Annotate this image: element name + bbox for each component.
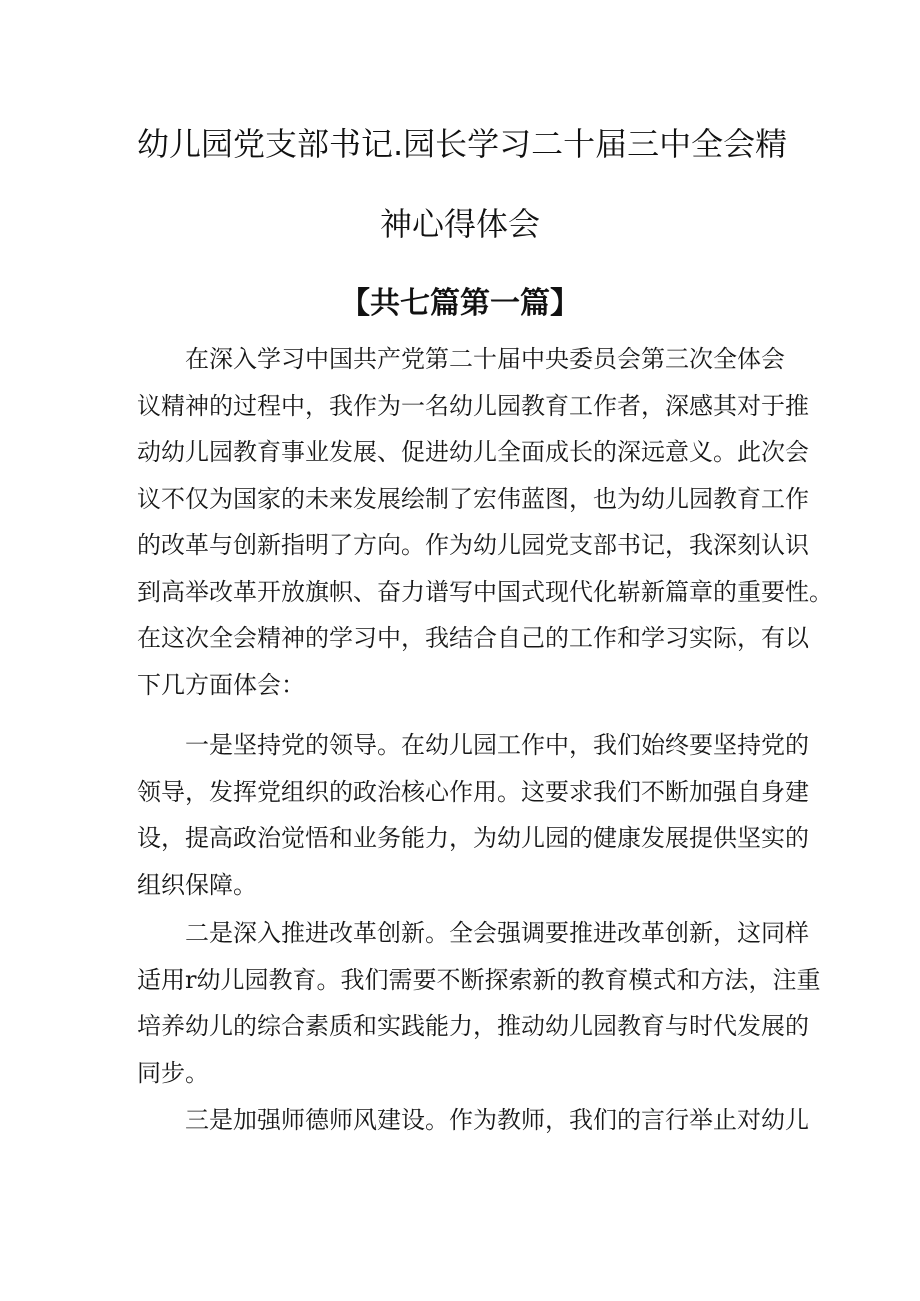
document-subtitle: 【共七篇第一篇】 [340,286,580,321]
text-line: 的改革与创新指明了方向。作为幼儿园党支部书记，我深刻认识 [137,531,809,559]
text-line: 在这次全会精神的学习中，我结合自己的工作和学习实际，有以 [137,624,809,652]
text-line: 设，提高政治觉悟和业务能力，为幼儿园的健康发展提供坚实的 [137,824,809,852]
text-line: 动幼儿园教育事业发展、促进幼儿全面成长的深远意义。此次会 [137,438,809,466]
text-line: 组织保障。 [137,870,257,899]
paragraph-point-2 [137,910,821,1096]
text-line: 二是深入推进改革创新。全会强调要推进改革创新，这同样 [137,919,809,947]
paragraph-intro [137,336,833,708]
paragraph-point-1 [137,722,809,908]
text-line: 议精神的过程中，我作为一名幼儿园教育工作者，深感其对于推 [137,391,809,420]
text-line: 到高举改革开放旗帜、奋力谱写中国式现代化崭新篇章的重要性。 [137,577,833,606]
text-line: 领导，发挥党组织的政治核心作用。这要求我们不断加强自身建 [137,777,809,806]
text-line: 三是加强师德师风建设。作为教师，我们的言行举止对幼儿 [137,1106,809,1134]
text-line: 培养幼儿的综合素质和实践能力，推动幼儿园教育与时代发展的 [137,1012,809,1040]
document-title-line-1: 幼儿园党支部书记.园长学习二十届三中全会精 [137,125,788,163]
paragraph-point-3 [137,1097,809,1144]
document-title-line-2: 神心得体会 [379,205,540,243]
text-line: 一是坚持党的领导。在幼儿园工作中，我们始终要坚持党的 [137,731,809,759]
text-line: 适用r幼儿园教育。我们需要不断探索新的教育模式和方法，注重 [137,965,821,994]
text-line: 下几方面体会： [137,670,305,699]
text-line: 同步。 [137,1058,209,1087]
text-line: 议不仅为国家的未来发展绘制了宏伟蓝图，也为幼儿园教育工作 [137,484,809,513]
text-line: 在深入学习中国共产党第二十届中央委员会第三次全体会 [137,345,785,373]
